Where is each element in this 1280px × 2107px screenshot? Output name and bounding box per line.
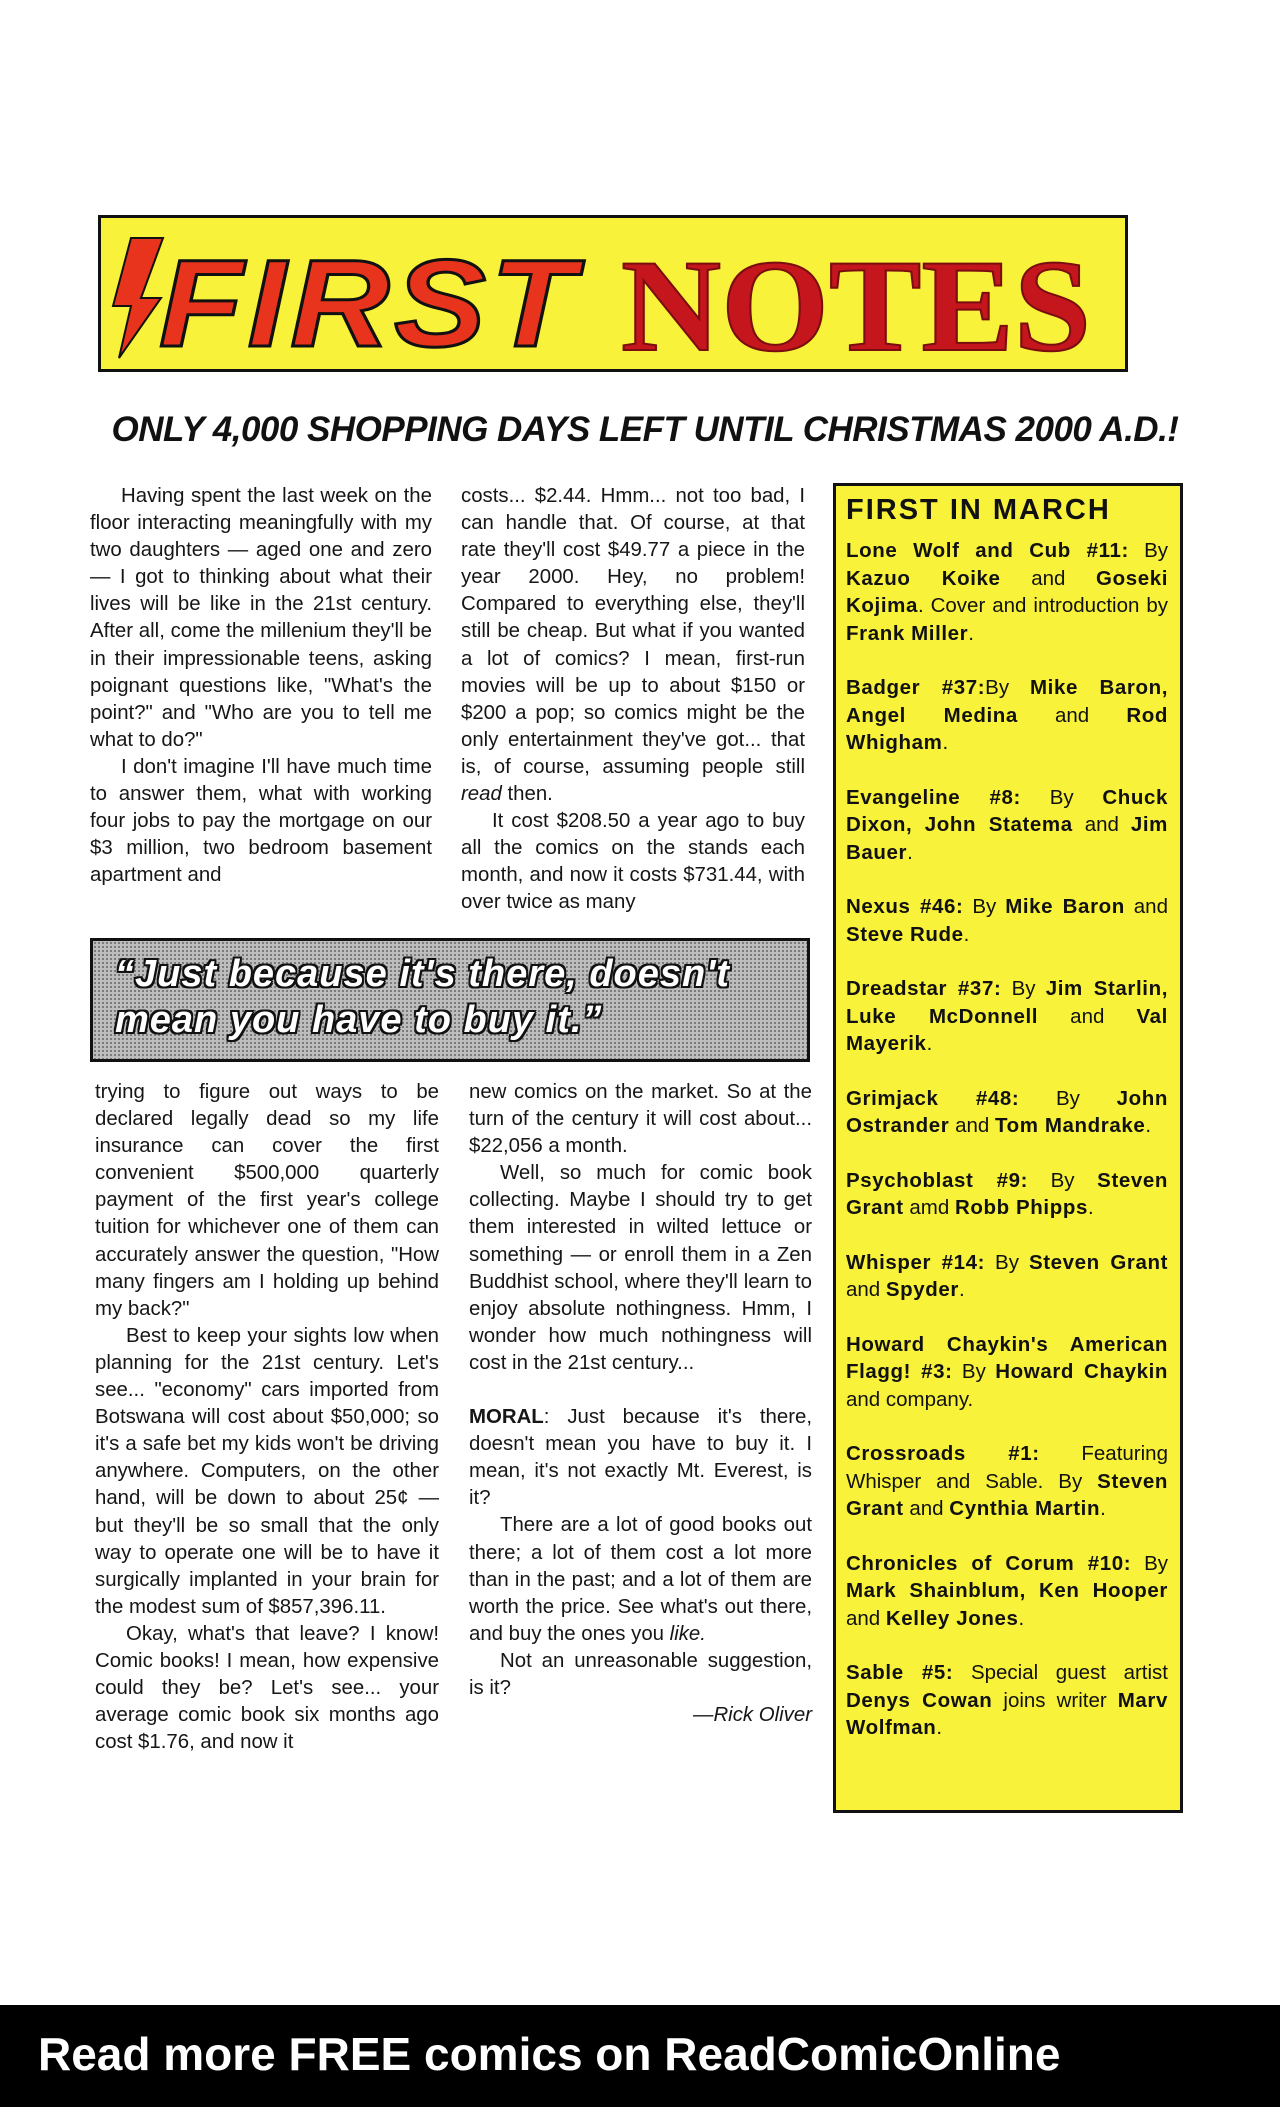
sidebar-item-title: Whisper #14: [846, 1250, 986, 1274]
sidebar-item-title: Nexus #46: [846, 895, 964, 918]
moral-label: MORAL [469, 1406, 544, 1429]
paragraph: new comics on the market. So at the turn of the century it will cost about... $22,056 a month. [469, 1081, 812, 1158]
sidebar-item-text: and [1072, 813, 1131, 836]
sidebar-item-text: amd [903, 1196, 955, 1219]
paragraph: Not an unreasonable suggestion, is it? [469, 1649, 812, 1699]
banner-logo [101, 218, 1125, 369]
paragraph-text: costs... $2.44. Hmm... not too bad, I can handle that. Of course, at that rate they'll cost $49.77 a piece in the year 2000. Hey, no problem! Compared to everything else, they'll still be cheap. But what if you wanted a lot of comics? I mean, first-run movies will be up to about $150 or $200 a pop; so comics might be the only entertainment they've got... that is, of course, assuming people still [461, 485, 805, 778]
sidebar-item-names: Spyder [885, 1278, 960, 1301]
paragraph-text: then. [507, 783, 553, 806]
sidebar-item-names: Jim Starlin, Luke McDonnell [846, 977, 1168, 1028]
paragraph [469, 1512, 812, 1647]
sidebar-item-text: . [963, 922, 970, 946]
sidebar-item-text: Special guest artist [953, 1661, 1168, 1684]
moral-paragraph [469, 1404, 812, 1512]
sidebar-item [846, 784, 1168, 867]
sidebar-item-text: . [968, 621, 974, 645]
sidebar-item-text: . [936, 1716, 943, 1739]
sidebar-item-names: John Ostrander [846, 1086, 1168, 1137]
article-column-1-top [90, 483, 432, 889]
sidebar-item [846, 975, 1168, 1058]
sidebar-item-text: By [985, 676, 1030, 699]
sidebar-item-names: Steve Rude [846, 922, 964, 946]
pull-quote-box [90, 938, 810, 1062]
sidebar-item-names: Val Mayerik [846, 1004, 1168, 1055]
sidebar-item-text: By [1028, 1168, 1098, 1192]
sidebar-item-text: . Cover and introduction by [917, 594, 1168, 617]
sidebar-item-title: Evangeline #8: [846, 785, 1021, 809]
first-in-march-sidebar [833, 483, 1183, 1813]
sidebar-item [846, 537, 1168, 647]
sidebar-item-text: and [1017, 703, 1127, 727]
headline: ONLY 4,000 SHOPPING DAYS LEFT UNTIL CHRISTMAS 2000 A.D.! [111, 410, 1179, 449]
sidebar-item-names: Kazuo Koike [846, 566, 1001, 590]
footer-banner [0, 2005, 1280, 2107]
banner-first-word: FIRST [159, 235, 585, 369]
sidebar-item [846, 1550, 1168, 1633]
sidebar-item-names: Goseki Kojima [846, 566, 1168, 617]
sidebar-item-title: Howard Chaykin's American Flagg! #3: [846, 1332, 1168, 1383]
sidebar-item-text: . [1145, 1114, 1152, 1137]
pull-quote-text: “Just because it's there, doesn't mean you have to buy it.” [115, 953, 730, 1041]
sidebar-item-text: By [985, 1250, 1029, 1274]
moral-text: : Just because it's there, doesn't mean you have to buy it. I mean, it's not exactly Mt. Everest, is it? [469, 1406, 812, 1510]
banner-second-word: NOTES [621, 232, 1091, 369]
sidebar-item-text: By [963, 895, 1006, 918]
sidebar-item [846, 1085, 1168, 1140]
sidebar-item-names: Jim Bauer [846, 813, 1168, 864]
sidebar-item-text: and [1000, 566, 1097, 590]
sidebar-item-text: Featuring Whisper and Sable. By [846, 1442, 1168, 1493]
sidebar-item-names: Robb Phipps [954, 1196, 1088, 1219]
sidebar-item-text: and company. [846, 1387, 974, 1411]
sidebar-item-names: Mark Shainblum, Ken Hooper [846, 1579, 1168, 1602]
emphasis-text: read [461, 783, 502, 806]
sidebar-item-title: Dreadstar #37: [846, 977, 1002, 1000]
sidebar-item-names: Tom Mandrake [995, 1114, 1146, 1137]
sidebar-item-text: and [846, 1278, 886, 1301]
sidebar-item-names: Denys Cowan [846, 1688, 993, 1712]
article-column-2-bottom [469, 1079, 812, 1729]
sidebar-item-names: Kelley Jones [885, 1606, 1019, 1630]
sidebar-item [846, 1331, 1168, 1414]
lightning-bolt-icon [113, 238, 163, 358]
sidebar-item-title: Psychoblast #9: [846, 1168, 1029, 1192]
sidebar-item-text: and [903, 1497, 950, 1520]
footer-text[interactable]: Read more FREE comics on ReadComicOnline [38, 2028, 1061, 2080]
emphasis-text: like. [669, 1622, 706, 1645]
paragraph: Having spent the last week on the floor interacting meaningfully with my two daughters — aged one and zero — I got to thinking about what their lives will be like in the 21st century. After all, come the millenium they'll be in their impressionable teens, asking poignant questions like, "What's the point?" and "Who are you to tell me what to do?" [90, 485, 432, 751]
paragraph: trying to figure out ways to be declared legally dead so my life insurance can cover the first convenient $500,000 quarterly payment of the first year's college tuition for whichever one of them can accurately answer the question, "How many fingers am I holding up behind my back?" [95, 1081, 439, 1320]
sidebar-item [846, 1659, 1168, 1742]
paragraph: Best to keep your sights low when planning for the 21st century. Let's see... "economy" cars imported from Botswana will cost about $50,000; so it's a safe bet my kids won't be driving anywhere. Computers, on the other hand, will be down to about 25¢ — but they'll be so small that the only way to operate one will be to have it surgically implanted in your brain for the modest sum of $857,396.11. [95, 1324, 439, 1618]
sidebar-item-names: Mike Baron, Angel Medina [846, 676, 1168, 727]
paragraph-text: There are a lot of good books out there; a lot of them cost a lot more than in the past; and a lot of them are worth the price. See what's out there, and buy the ones you [469, 1514, 812, 1645]
article-column-2-top [461, 483, 805, 917]
sidebar-item-names: Marv Wolfman [846, 1688, 1168, 1739]
sidebar-item-names: Chuck Dixon, John Statema [846, 785, 1168, 836]
sidebar-item [846, 893, 1168, 948]
sidebar-item-title: Chronicles of Corum #10: [846, 1551, 1132, 1575]
sidebar-item-names: Mike Baron [1005, 895, 1125, 918]
paragraph: Okay, what's that leave? I know! Comic books! I mean, how expensive could they be? Let's see... your average comic book six months ago cost $1.76, and now it [95, 1622, 439, 1754]
sidebar-item-text: . [959, 1278, 965, 1301]
sidebar-item-names: Frank Miller [846, 621, 969, 645]
sidebar-item-text: . [907, 840, 913, 864]
spacer [469, 1377, 812, 1404]
sidebar-item-names: Cynthia Martin [949, 1497, 1101, 1520]
sidebar-item-title: Sable #5: [846, 1661, 954, 1684]
sidebar-item-title: Badger #37: [846, 676, 986, 699]
sidebar-item-text: and [1124, 895, 1168, 918]
sidebar-list [846, 537, 1168, 1742]
sidebar-item-names: Rod Whigham [846, 703, 1168, 754]
paragraph: It cost $208.50 a year ago to buy all the comics on the stands each month, and now it costs $731.44, with over twice as many [461, 810, 805, 914]
first-notes-banner [98, 215, 1128, 372]
sidebar-item [846, 674, 1168, 757]
article-column-1-bottom [95, 1079, 439, 1756]
sidebar-item-text: . [1087, 1196, 1094, 1219]
sidebar-item-text: . [1018, 1606, 1025, 1630]
sidebar-item-text: and [949, 1114, 995, 1137]
sidebar-item-title: Grimjack #48: [846, 1086, 1020, 1110]
sidebar-item-names: Steven Grant [846, 1469, 1168, 1520]
sidebar-item-text: and [846, 1606, 886, 1630]
sidebar-title: FIRST IN MARCH [846, 494, 1111, 526]
sidebar-item-text: By [1131, 1551, 1168, 1575]
sidebar-item-text: . [942, 731, 949, 754]
sidebar-item-text: . [1100, 1497, 1106, 1520]
sidebar-item-title: Lone Wolf and Cub #11: [846, 539, 1129, 562]
sidebar-item-text: By [1128, 539, 1168, 562]
sidebar-item-title: Crossroads #1: [846, 1442, 1040, 1465]
paragraph [461, 483, 805, 808]
sidebar-item-text: By [1019, 1086, 1117, 1110]
sidebar-item-text: By [1001, 977, 1046, 1000]
sidebar-item-text: By [952, 1360, 996, 1383]
sidebar-item-text: and [1038, 1004, 1137, 1028]
signature: —Rick Oliver [693, 1704, 812, 1727]
sidebar-item-names: Steven Grant [1028, 1250, 1169, 1274]
sidebar-item-names: Howard Chaykin [995, 1360, 1168, 1383]
paragraph: Well, so much for comic book collecting. Maybe I should try to get them interested in wilted lettuce or something — or enroll them in a Zen Buddhist school, where they'll learn to enjoy absolute nothingness. Hmm, I wonder how much nothingness will cost in the 21st century... [469, 1162, 812, 1374]
sidebar-item-names: Steven Grant [846, 1168, 1168, 1219]
sidebar-item-text: joins writer [992, 1688, 1118, 1712]
sidebar-item [846, 1440, 1168, 1523]
sidebar-item [846, 1167, 1168, 1222]
sidebar-item-text: By [1020, 785, 1103, 809]
sidebar-item [846, 1249, 1168, 1304]
paragraph: I don't imagine I'll have much time to answer them, what with working four jobs to pay the mortgage on our $3 million, two bedroom basement apartment and [90, 755, 432, 887]
sidebar-item-text: . [926, 1032, 933, 1055]
